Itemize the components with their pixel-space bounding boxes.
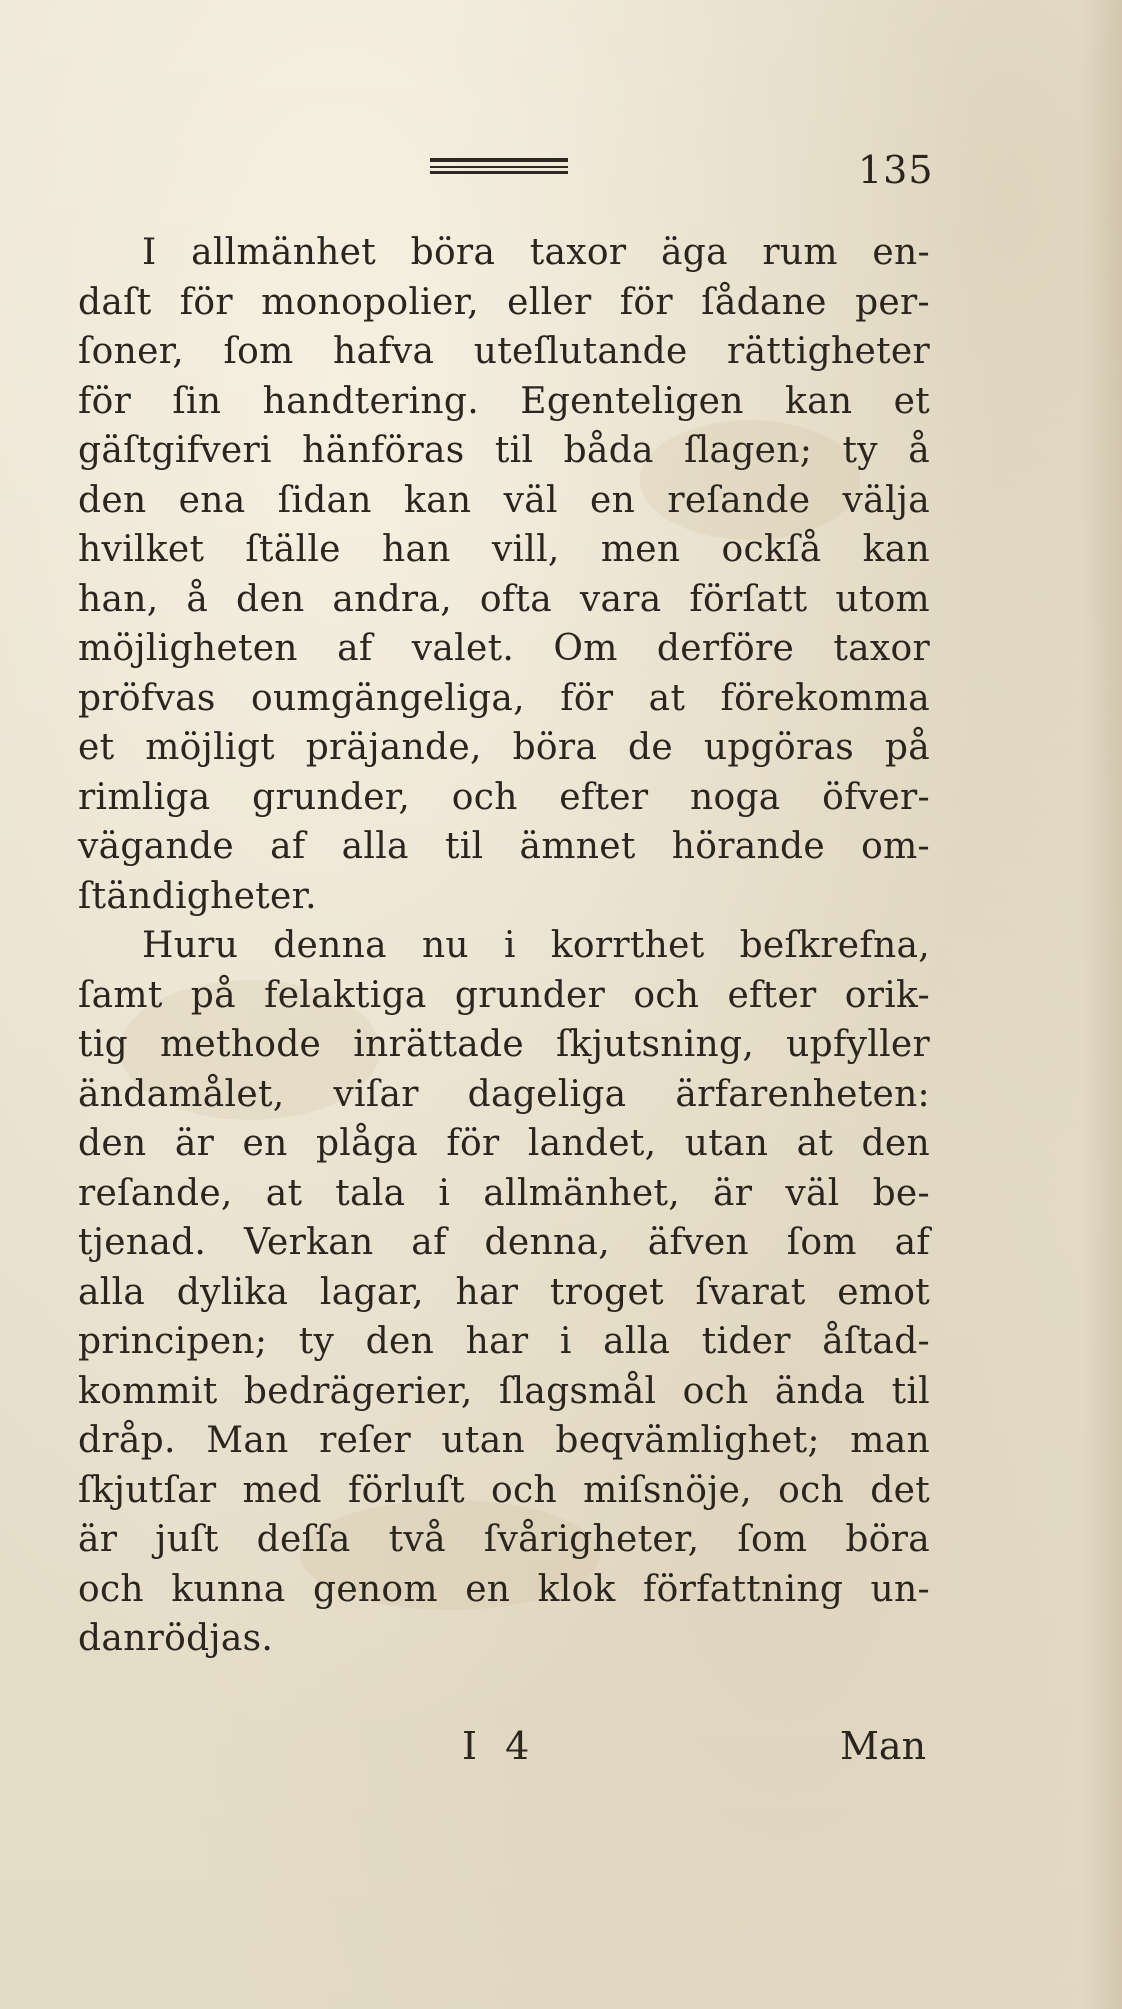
text-line: den ena ſidan kan väl en reſande välja: [78, 479, 930, 521]
text-line: principen; ty den har i alla tider åſtad-: [78, 1321, 930, 1362]
text-line: vägande af alla til ämnet hörande om-: [78, 826, 930, 867]
text-line: möjligheten af valet. Om derföre taxor: [78, 628, 930, 669]
text-line: han, å den andra, ofta vara förſatt utom: [78, 578, 930, 620]
paragraph: [78, 228, 930, 921]
text-line: ſkjutſar med förluſt och miſsnöje, och det: [78, 1469, 930, 1511]
text-line: danrödjas.: [78, 1618, 274, 1659]
text-line: är juſt deſſa två ſvårigheter, ſom böra: [78, 1519, 930, 1560]
text-line: daſt för monopolier, eller för ſådane per-: [78, 281, 930, 323]
text-line: tig methode inrättade ſkjutsning, upfyller: [78, 1024, 930, 1065]
text-line: Huru denna nu i korrthet beſkrefna,: [142, 925, 930, 966]
text-line: reſande, at tala i allmänhet, är väl be-: [78, 1172, 930, 1214]
signature-mark: I 4: [462, 1724, 538, 1768]
text-line: hvilket ſtälle han vill, men ockſå kan: [78, 529, 930, 570]
page-footer: [0, 1722, 1122, 1782]
text-line: rimliga grunder, och efter noga öfver-: [78, 776, 930, 818]
text-line: I allmänhet böra taxor äga rum en-: [142, 232, 930, 273]
text-line: gäſtgifveri hänföras til båda ſlagen; ty å: [78, 430, 930, 471]
text-line: kommit bedrägerier, ſlagsmål och ända til: [78, 1370, 930, 1412]
text-line: för ſin handtering. Egenteligen kan et: [78, 380, 930, 422]
page-edge-shading: [1082, 0, 1122, 2009]
catchword: Man: [840, 1724, 927, 1768]
text-line: alla dylika lagar, har troget ſvarat emot: [78, 1271, 930, 1313]
text-line: ſoner, ſom hafva uteſlutande rättigheter: [78, 331, 930, 372]
text-line: dråp. Man reſer utan beqvämlighet; man: [78, 1420, 930, 1461]
text-line: tjenad. Verkan af denna, äfven ſom af: [78, 1222, 930, 1263]
text-line: ſtändigheter.: [78, 875, 317, 917]
page-number: 135: [858, 148, 934, 192]
header-ornament-rule: [430, 158, 568, 176]
body-text: [78, 228, 930, 1664]
paragraph: [78, 921, 930, 1664]
text-line: et möjligt präjande, böra de upgöras på: [78, 727, 930, 768]
text-line: och kunna genom en klok författning un-: [78, 1568, 930, 1610]
text-line: pröfvas oumgängeliga, för at förekomma: [78, 677, 930, 719]
text-line: ſamt på felaktiga grunder och efter orik-: [78, 974, 930, 1016]
text-line: den är en plåga för landet, utan at den: [78, 1123, 930, 1164]
text-line: ändamålet, viſar dageliga ärfarenheten:: [78, 1073, 930, 1115]
